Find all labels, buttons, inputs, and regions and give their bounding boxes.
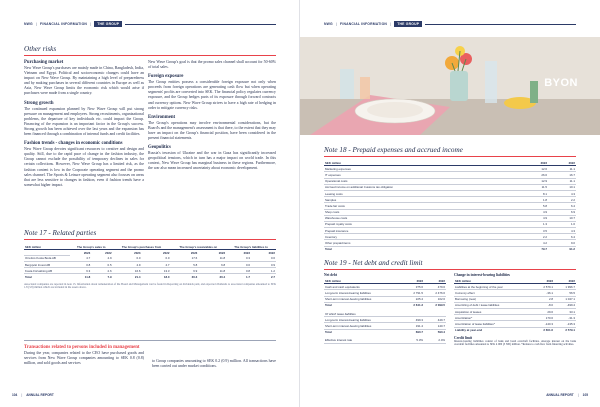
row-cell: 12.6	[520, 166, 548, 172]
total-cell: 590.4	[424, 329, 446, 335]
row-cell: 170.6	[532, 315, 554, 321]
fashion-trends-heading: Fashion trends - changes in economic conditions	[24, 141, 123, 147]
row-cell: 5.8	[170, 262, 198, 268]
row-cell: 0.3	[226, 255, 251, 261]
page-number: 104	[12, 393, 18, 397]
note18-table	[324, 160, 576, 252]
transactions-body-left: During the year, companies related to the CEO have purchased goods and services from New Wave Group companies amounting to SEK 0.8 (0.8) million, and sold goods and services	[24, 350, 144, 365]
row-cell: 4.9	[520, 209, 548, 215]
row-label: Liabilities at the beginning of the year	[454, 284, 532, 290]
year-header: 2023	[402, 278, 424, 284]
row-cell: 10.1	[548, 184, 576, 190]
row-cell: 29.6	[532, 308, 554, 314]
note18-section	[324, 146, 576, 252]
row-cell: 2.4%	[424, 338, 446, 344]
row-cell: 4.9	[113, 262, 142, 268]
year-header: 2022	[548, 160, 576, 166]
row-cell: -140.3	[532, 321, 554, 327]
year-header: 2022	[554, 278, 576, 284]
row-cell: 8.1	[520, 190, 548, 196]
footer-label: ANNUAL REPORT	[26, 393, 54, 397]
total-cell: 2 641.3	[402, 302, 424, 308]
row-cell: 6.9	[548, 209, 576, 215]
row-cell: 2.2	[548, 197, 576, 203]
note17-footnote: Associated companies are reported in note 13. Information about remuneration of the Board and Management can be found in Reporting on dividends paid, and expected dividends to associated companies amounted to SEK 1.8 (3.8) million which are included in the assets above.	[24, 282, 276, 290]
row-cell: 12.9	[520, 178, 548, 184]
row-label: Inventory	[324, 234, 520, 240]
row-label: Operational costs	[324, 178, 520, 184]
table-row	[324, 338, 446, 344]
row-cell: 2.8	[532, 296, 554, 302]
strong-growth-body: The continued expansion planned by New Wave Group will put strong pressure on management and employees. Strong recruitments, organizational problems, the departure of key individuals etc. could impact the Group. Financing of the expansion is an important factor in the Group's success. Strong growth has been achieved over the last years and the expansion has been financed through a combination of internal funds and credit facilities.	[24, 106, 144, 137]
row-cell: 5.8	[520, 203, 548, 209]
row-cell: 6.9	[170, 268, 198, 274]
change-unit: SEK million	[454, 278, 532, 284]
note18-rule	[324, 156, 576, 157]
byon-logo: BYON	[544, 77, 578, 89]
row-cell: 26.6	[520, 172, 548, 178]
note17-table	[24, 244, 276, 280]
row-cell: 13.3	[142, 268, 171, 274]
net-debt-unit: SEK million	[324, 278, 402, 284]
transactions-section	[24, 340, 276, 369]
row-label: Kosta Förvaltning AB	[24, 268, 70, 274]
year-header: 2023	[83, 250, 91, 255]
change-table	[454, 278, 576, 333]
transactions-body-right: to Group companies amounting to SEK 0.2 (0.9) million. All transactions have been carried out under market conditions.	[152, 358, 276, 368]
row-label: Amortization of lease liabilities*	[454, 321, 532, 327]
header-rule	[425, 24, 576, 25]
row-label: Trade fair costs	[324, 203, 520, 209]
note17-title: Note 17 - Related parties	[24, 229, 97, 237]
product-photo	[300, 37, 600, 135]
net-debt-heading: Net debt	[324, 273, 338, 277]
row-label: Effective interest rate	[324, 338, 402, 344]
total-cell: 1.7	[226, 274, 251, 280]
row-cell: 11.1	[548, 166, 576, 172]
strong-growth-heading: Strong growth	[24, 100, 54, 106]
row-cell: 1.8	[520, 197, 548, 203]
row-label: Bergqvist Invest AB	[24, 262, 70, 268]
change-column	[454, 273, 576, 347]
row-cell: 0.6	[226, 262, 251, 268]
year-header: 2023	[243, 250, 251, 255]
row-cell: 9.0	[548, 240, 576, 246]
row-cell: 0.8	[70, 262, 91, 268]
row-cell: 140.7	[424, 323, 446, 329]
other-risks-col1	[24, 60, 144, 188]
foreign-exposure-body: The Group entities possess a considerable foreign exposure not only when proceeds from foreign operations are generating cash flow but when operating segments' profits are converted into SEK. The financial policy regulates currency exposure, and the Group hedges parts of its exposure through forward contracts and currency options. New Wave Group strives to have a high rate of hedging in order to mitigate currency risks.	[148, 80, 276, 110]
table-total-row	[24, 274, 276, 280]
right-footer: ANNUAL REPORT | 105	[546, 393, 588, 397]
other-risks-section	[24, 45, 276, 56]
row-label: Currency effect	[454, 290, 532, 296]
header-tag: THE GROUP	[94, 21, 122, 27]
row-cell: 6.3	[70, 268, 91, 274]
row-label: Amortizing of debt / lease liabilities	[454, 302, 532, 308]
row-cell: 0.6	[251, 255, 276, 261]
row-cell: 1.3	[520, 221, 548, 227]
geopolitics-heading: Geopolitics	[148, 145, 171, 151]
table-total-row	[324, 246, 576, 252]
purchasing-market-heading: Purchasing market	[24, 60, 64, 65]
row-label: Short-term interest-bearing liabilities	[324, 296, 402, 302]
row-cell: 0.0	[142, 255, 171, 261]
note17-rule	[24, 239, 276, 240]
note17-group-header: The Group's liabilities to	[226, 244, 276, 250]
row-cell: 3.5	[520, 228, 548, 234]
left-header: NWG | FINANCIAL INFORMATION | THE GROUP	[24, 20, 276, 28]
year-header: 2022	[163, 250, 170, 255]
row-label: Accrued income on additional Customs tax obligation	[324, 184, 520, 190]
note17-group-header: The Group's sales to	[70, 244, 113, 250]
row-cell: 102.6	[424, 296, 446, 302]
total-label: Total	[324, 302, 402, 308]
total-cell: 30.4	[198, 274, 226, 280]
row-cell: 56.5	[554, 290, 576, 296]
row-cell: 2.2	[520, 234, 548, 240]
header-brand: NWG	[24, 22, 33, 26]
year-header: 2023	[134, 250, 141, 255]
row-cell: 0.0	[113, 255, 142, 261]
total-cell: 21.4	[113, 274, 142, 280]
footer-label: ANNUAL REPORT	[546, 393, 574, 397]
note18-title: Note 18 - Prepaid expenses and accrued income	[324, 146, 463, 154]
total-cell: 2 601.6	[532, 327, 554, 333]
header-brand: NWG	[324, 22, 333, 26]
row-label: Acquisition of leases	[454, 308, 532, 314]
row-cell: 4.3	[548, 228, 576, 234]
total-label: Total	[24, 274, 70, 280]
row-cell: 10.7	[548, 215, 576, 221]
total-cell: 7.9	[91, 274, 112, 280]
total-cell: 2 579.1	[554, 327, 576, 333]
transactions-heading: Transactions related to persons included in management	[24, 344, 140, 350]
right-header: NWG | FINANCIAL INFORMATION | THE GROUP	[324, 20, 576, 28]
row-label: Shop costs	[324, 209, 520, 215]
row-cell: 11.5	[520, 184, 548, 190]
row-label: Orrefors Kosta Boda AB	[24, 255, 70, 261]
environment-body: The Group's operations may involve environmental considerations, but the Board's and the management's assessment is that there, to the extent that they may have an impact on the Group's financial position, have been considered in the present financial statements.	[148, 120, 276, 141]
header-rule	[125, 24, 276, 25]
note17-group-header: The Group's receivables on	[170, 244, 226, 250]
net-debt-table	[324, 278, 446, 344]
row-cell: 4.3	[548, 190, 576, 196]
row-cell: 0.5	[91, 262, 112, 268]
row-cell: 4.9	[91, 255, 112, 261]
row-cell: 4.7	[142, 262, 171, 268]
row-label: Warehouse costs	[324, 215, 520, 221]
year-header: 2022	[105, 250, 112, 255]
note17-unit: SEK million	[24, 244, 70, 250]
row-cell: 33.1	[554, 308, 576, 314]
row-label: Marketing expenses	[324, 166, 520, 172]
row-cell: 191.4	[402, 323, 424, 329]
row-cell: 499.3	[402, 317, 424, 323]
row-label: Amortization*	[454, 315, 532, 321]
total-cell: 690.7	[402, 329, 424, 335]
row-cell: 16.6	[113, 268, 142, 274]
table-total-row	[454, 327, 576, 333]
row-label: Cash and cash equivalents	[324, 284, 402, 290]
row-cell: 2 476.6	[424, 290, 446, 296]
header-tag: THE GROUP	[394, 21, 422, 27]
total-cell: 2 099.5	[424, 302, 446, 308]
row-cell: 6.4	[548, 234, 576, 240]
row-cell: 1.6	[548, 221, 576, 227]
credit-limit-heading: Credit limit	[454, 335, 472, 340]
transactions-rule	[24, 340, 276, 341]
page-number: 105	[582, 393, 588, 397]
fashion-trends-body: New Wave Group devotes significant resources to creative and design and quality. Still, due to the rapid pace of change in the fashion industry, the Group cannot exclude the possibility of temporary declines in sales for certain collections. However, New Wave Group has a limited risk, as the fashion content is low in the Corporate operating segment and the promo sales channel. The Sports & Leisure operating segment also focuses on areas that are less sensitive to changes in fashion, even if fashion trends have a somewhat higher impact.	[24, 147, 144, 187]
total-cell: 79.7	[520, 246, 548, 252]
note19-rule	[324, 269, 576, 270]
purchasing-market-body: New Wave Group's purchases are mainly made in China, Bangladesh, India, Vietnam and Egypt. Political and socioeconomic changes could have an impact on New Wave Group. By maintaining a high level of preparedness and by making purchases in several different countries in Europe as well as Asia, New Wave Group limits the economic risk which would arise if purchases were made from a single country.	[24, 66, 144, 96]
year-header: 2023	[190, 250, 198, 255]
row-cell: 4.2	[520, 240, 548, 246]
lease-sub-heading: Of which lease liabilities	[324, 311, 446, 317]
row-cell: 6.8	[198, 262, 226, 268]
row-cell: 5.3%	[402, 338, 424, 344]
total-cell: 11.8	[70, 274, 91, 280]
row-label: Long-term interest-bearing liabilities	[324, 290, 402, 296]
note17-section	[24, 229, 276, 290]
row-label: Leasing costs	[324, 190, 520, 196]
note19-title: Note 19 - Net debt and credit limit	[324, 259, 423, 267]
row-label: Other prepaid items	[324, 240, 520, 246]
row-cell: 2 579.1	[532, 284, 554, 290]
row-cell: 479.6	[424, 284, 446, 290]
row-cell: -31.3	[554, 315, 576, 321]
row-cell: 2.6	[91, 268, 112, 274]
net-debt-column	[324, 273, 446, 347]
year-header: 2023	[520, 160, 548, 166]
total-cell: 2.7	[251, 274, 276, 280]
row-cell: 375.6	[402, 284, 424, 290]
row-label: IT expenses	[324, 172, 520, 178]
note19-section	[324, 259, 576, 347]
total-label: Total	[324, 246, 520, 252]
total-cell: 30.3	[170, 274, 198, 280]
row-cell: -499.4	[554, 302, 576, 308]
year-header: 2023	[532, 278, 554, 284]
row-cell: 16.7	[548, 172, 576, 178]
left-footer: 104 | ANNUAL REPORT	[12, 393, 54, 397]
promo-goal-text: New Wave Group's goal is that the promo sales channel shall account for 50-60% of total sales.	[148, 60, 276, 70]
change-heading: Change in interest-bearing liabilities	[454, 273, 510, 277]
year-header: 2022	[218, 250, 226, 255]
row-label: Long-term interest-bearing liabilities	[324, 317, 402, 323]
environment-heading: Environment	[148, 114, 176, 120]
other-risks-col2	[148, 60, 276, 172]
row-cell: 4.7	[70, 255, 91, 261]
row-cell: 1 047.1	[554, 296, 576, 302]
total-cell: 18.0	[142, 274, 171, 280]
row-cell: -135.3	[554, 321, 576, 327]
row-cell: 6.4	[548, 203, 576, 209]
header-section: FINANCIAL INFORMATION	[340, 22, 388, 26]
row-cell: 1.2	[251, 268, 276, 274]
other-risks-rule	[24, 55, 276, 56]
row-cell: 0.8	[226, 268, 251, 274]
note17-group-header: The Group's purchases from	[113, 244, 171, 250]
header-section: FINANCIAL INFORMATION	[40, 22, 88, 26]
row-cell: -8.0	[532, 302, 554, 308]
row-cell: 11.8	[198, 255, 226, 261]
row-label: Samples	[324, 197, 520, 203]
row-cell: 17.6	[170, 255, 198, 261]
row-label: Short-term interest-bearing liabilities	[324, 323, 402, 329]
total-label: Liability at year-end	[454, 327, 532, 333]
total-label: Total	[324, 329, 402, 335]
note18-unit: SEK million	[324, 160, 520, 166]
row-cell: 449.7	[424, 317, 446, 323]
row-cell: 0.9	[251, 262, 276, 268]
row-label: Borrowing (new)	[454, 296, 532, 302]
year-header: 2022	[268, 250, 275, 255]
credit-limit-body: Interest-bearing liabilities consist of bank and bond overdraft facilities. Average interest on the bank overdraft facilities amounted to SEK 4 000 (3 500) million. *Relates to cash flow from financing activities.	[454, 339, 576, 347]
total-cell: 91.2	[548, 246, 576, 252]
row-cell: 11.1	[548, 178, 576, 184]
row-cell: 1 996.7	[554, 284, 576, 290]
foreign-exposure-heading: Foreign exposure	[148, 74, 184, 80]
row-label: Prepaid royalty costs	[324, 221, 520, 227]
other-risks-title: Other risks	[24, 45, 57, 53]
row-cell: 2 791.5	[402, 290, 424, 296]
row-cell: 4.9	[520, 215, 548, 221]
row-label: Prepaid insurance	[324, 228, 520, 234]
geopolitics-body: Russia's invasion of Ukraine and the war in Gaza has significantly increased geopolitical tensions, which in turn has a major impact on world trade. In this context, New Wave Group has marginal business in these regions. Furthermore, the war also mean increased uncertainty about economic development.	[148, 151, 276, 171]
row-cell: 225.4	[402, 296, 424, 302]
row-cell: 11.8	[198, 268, 226, 274]
year-header: 2022	[424, 278, 446, 284]
row-cell: -36.1	[532, 290, 554, 296]
